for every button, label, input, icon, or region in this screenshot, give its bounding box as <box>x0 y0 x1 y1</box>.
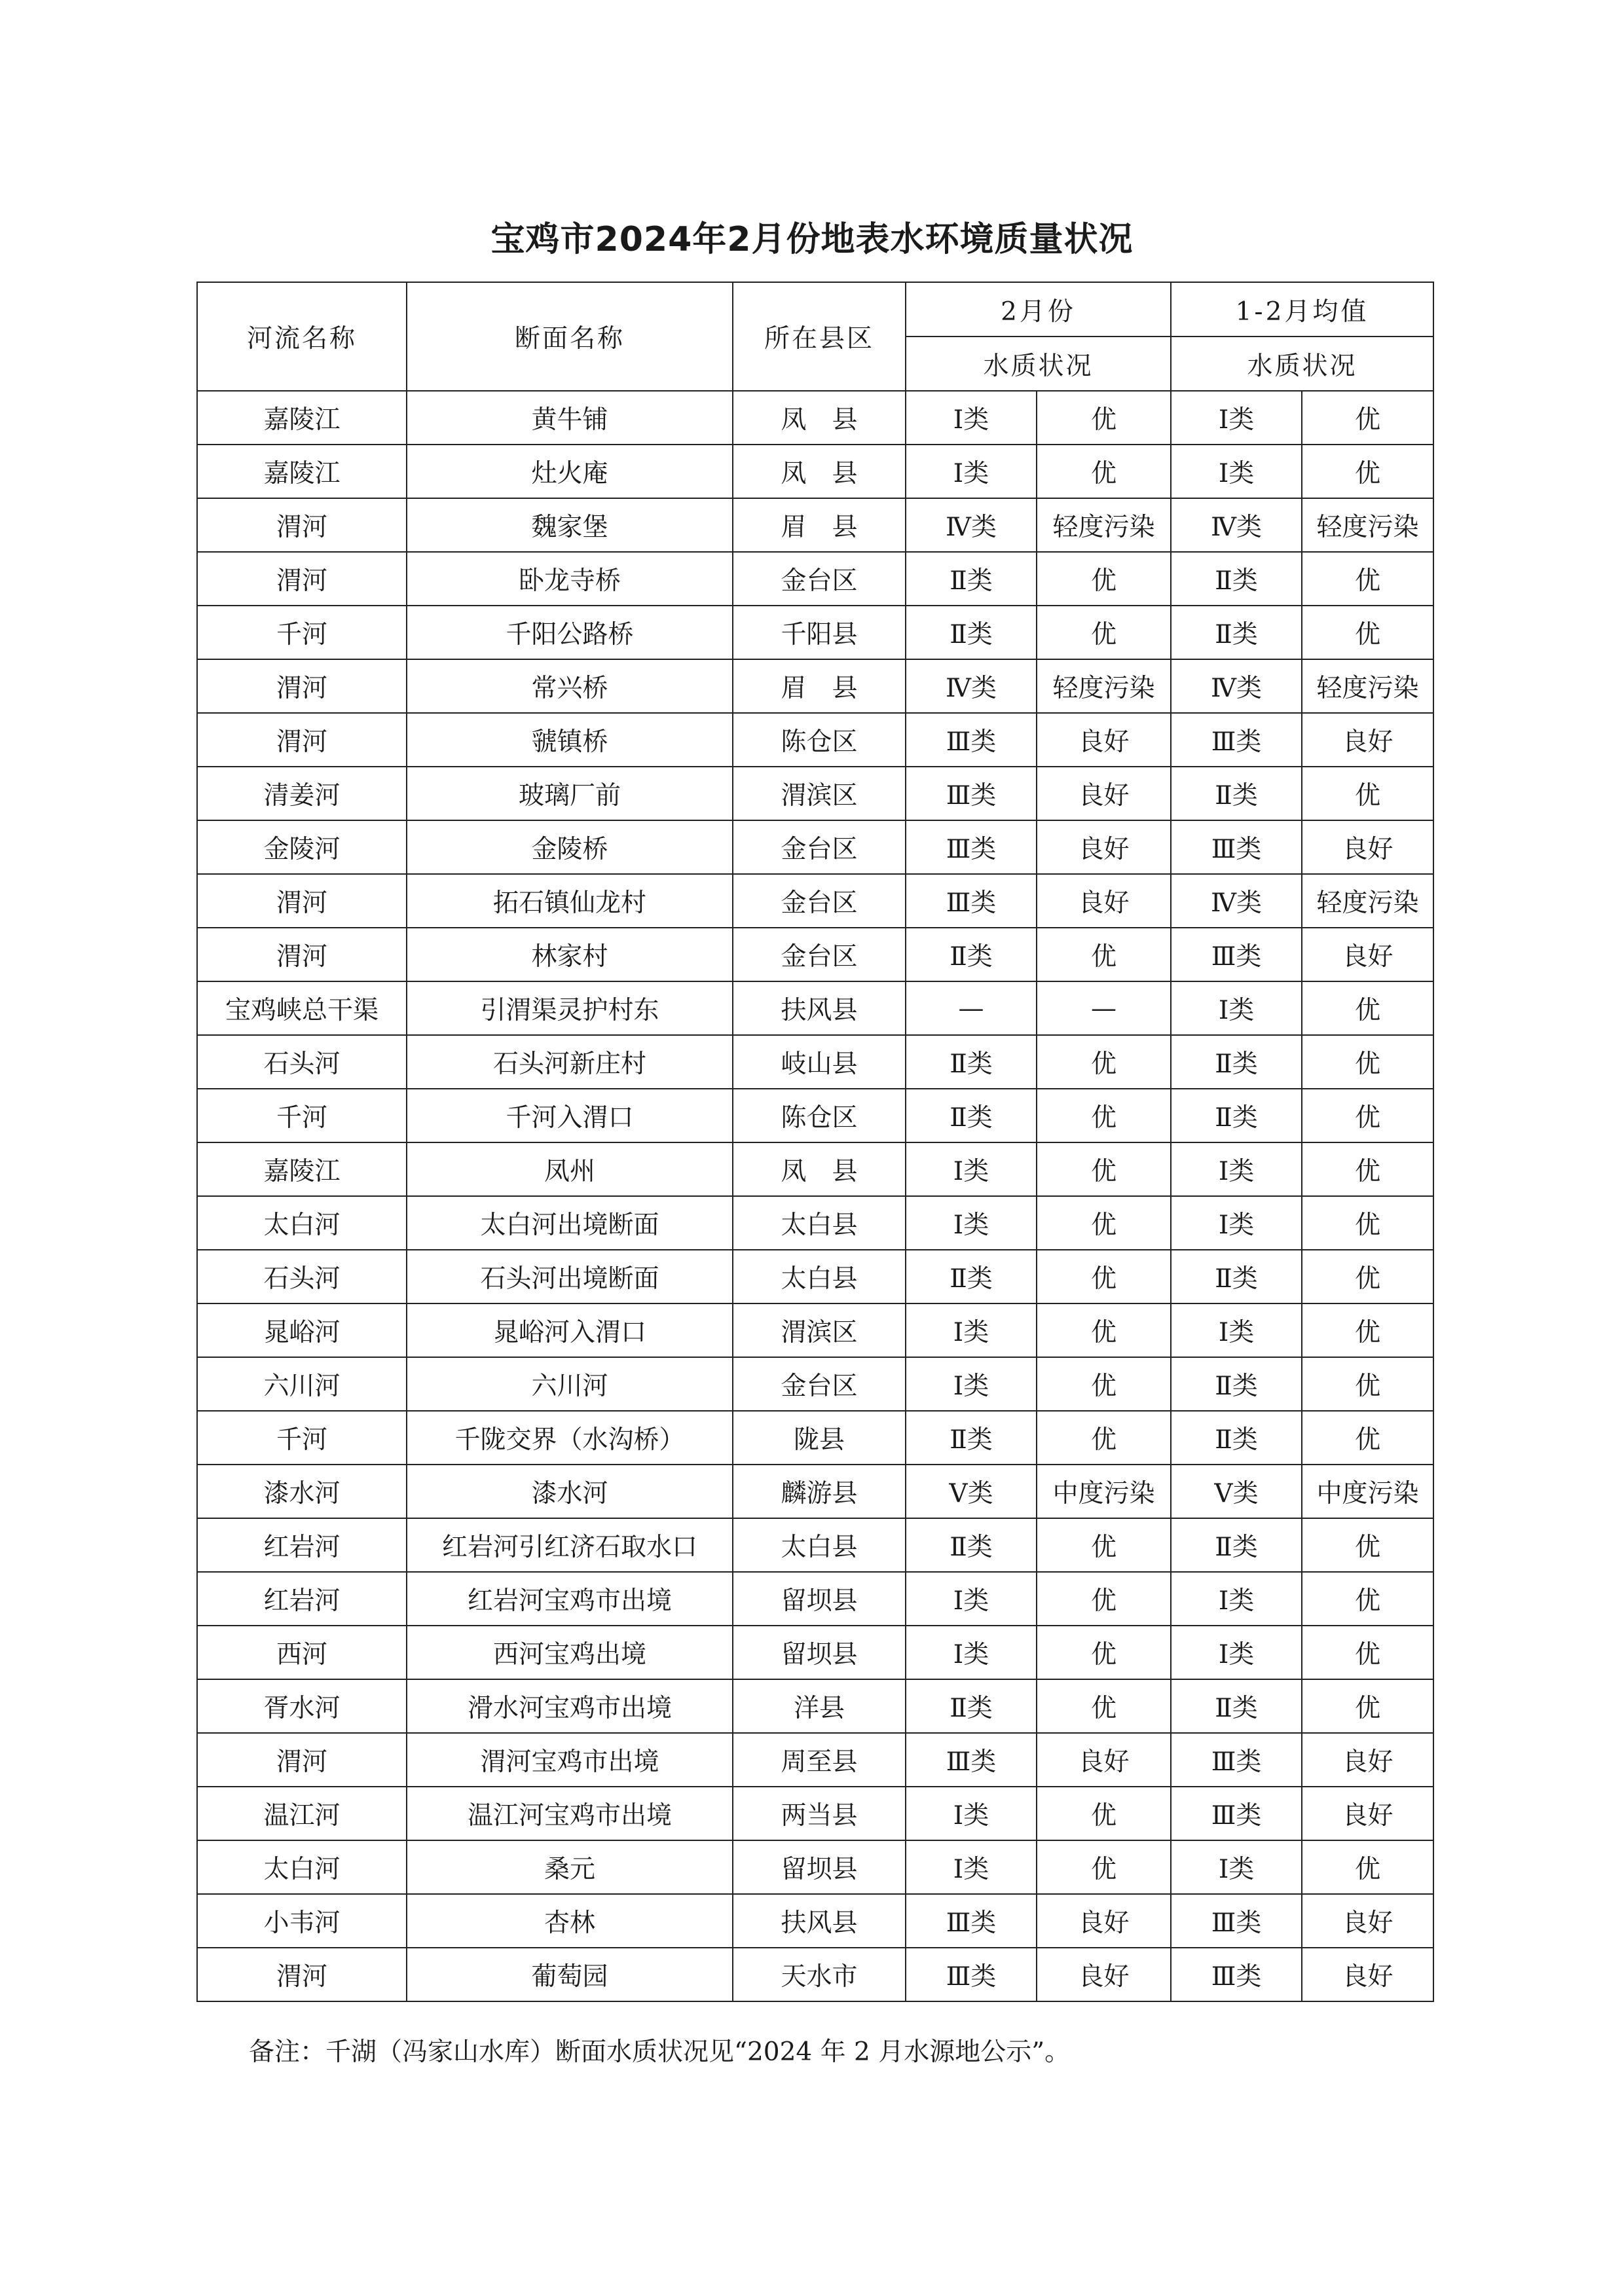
cell-avg-class: Ⅲ类 <box>1171 713 1302 767</box>
table-row <box>197 1679 1433 1733</box>
cell-county: 金台区 <box>733 874 906 928</box>
cell-avg-class: Ⅰ类 <box>1171 1142 1302 1196</box>
cell-county: 陈仓区 <box>733 713 906 767</box>
cell-section: 常兴桥 <box>407 659 733 713</box>
cell-county: 渭滨区 <box>733 1303 906 1357</box>
cell-section: 六川河 <box>407 1357 733 1411</box>
cell-month-class: Ⅰ类 <box>906 1572 1037 1626</box>
cell-avg-status: 良好 <box>1302 1948 1433 2001</box>
table-row <box>197 1357 1433 1411</box>
cell-river: 渭河 <box>197 552 407 606</box>
cell-river: 渭河 <box>197 659 407 713</box>
cell-river: 太白河 <box>197 1840 407 1894</box>
cell-avg-status: 优 <box>1302 1357 1433 1411</box>
cell-avg-class: Ⅰ类 <box>1171 391 1302 445</box>
cell-month-status: 优 <box>1037 445 1171 498</box>
cell-county: 扶风县 <box>733 1894 906 1948</box>
cell-month-status: 优 <box>1037 1089 1171 1142</box>
table-row <box>197 445 1433 498</box>
cell-month-status: 良好 <box>1037 874 1171 928</box>
cell-month-class: Ⅰ类 <box>906 1840 1037 1894</box>
header-month: 2月份 <box>906 282 1171 337</box>
cell-section: 虢镇桥 <box>407 713 733 767</box>
header-county: 所在县区 <box>733 282 906 391</box>
cell-river: 渭河 <box>197 928 407 981</box>
cell-county: 留坝县 <box>733 1572 906 1626</box>
cell-section: 玻璃厂前 <box>407 767 733 820</box>
cell-month-class: Ⅱ类 <box>906 1679 1037 1733</box>
cell-county: 两当县 <box>733 1787 906 1840</box>
cell-month-status: 良好 <box>1037 713 1171 767</box>
cell-avg-class: Ⅲ类 <box>1171 1894 1302 1948</box>
cell-avg-status: 优 <box>1302 1250 1433 1303</box>
cell-avg-class: Ⅲ类 <box>1171 820 1302 874</box>
cell-month-class: — <box>906 981 1037 1035</box>
header-section: 断面名称 <box>407 282 733 391</box>
cell-avg-status: 优 <box>1302 981 1433 1035</box>
cell-section: 金陵桥 <box>407 820 733 874</box>
cell-county: 陈仓区 <box>733 1089 906 1142</box>
cell-avg-status: 优 <box>1302 1411 1433 1465</box>
cell-river: 宝鸡峡总干渠 <box>197 981 407 1035</box>
cell-month-status: 优 <box>1037 1840 1171 1894</box>
cell-county: 金台区 <box>733 820 906 874</box>
cell-avg-class: Ⅱ类 <box>1171 552 1302 606</box>
cell-month-class: Ⅰ类 <box>906 391 1037 445</box>
cell-avg-status: 优 <box>1302 1518 1433 1572</box>
cell-avg-status: 优 <box>1302 1840 1433 1894</box>
cell-month-status: 优 <box>1037 1142 1171 1196</box>
header-avg: 1-2月均值 <box>1171 282 1433 337</box>
cell-county: 金台区 <box>733 552 906 606</box>
cell-river: 胥水河 <box>197 1679 407 1733</box>
cell-avg-class: Ⅱ类 <box>1171 606 1302 659</box>
cell-section: 拓石镇仙龙村 <box>407 874 733 928</box>
cell-avg-class: Ⅲ类 <box>1171 1787 1302 1840</box>
cell-avg-class: Ⅱ类 <box>1171 1411 1302 1465</box>
cell-month-status: 良好 <box>1037 820 1171 874</box>
cell-county: 天水市 <box>733 1948 906 2001</box>
cell-section: 魏家堡 <box>407 498 733 552</box>
cell-river: 红岩河 <box>197 1518 407 1572</box>
cell-avg-status: 良好 <box>1302 713 1433 767</box>
table-row <box>197 1626 1433 1679</box>
cell-month-status: 优 <box>1037 606 1171 659</box>
cell-month-status: 优 <box>1037 1679 1171 1733</box>
cell-river: 温江河 <box>197 1787 407 1840</box>
cell-avg-status: 轻度污染 <box>1302 498 1433 552</box>
cell-month-status: 轻度污染 <box>1037 659 1171 713</box>
cell-section: 葡萄园 <box>407 1948 733 2001</box>
cell-month-class: Ⅲ类 <box>906 1733 1037 1787</box>
cell-avg-class: Ⅱ类 <box>1171 1089 1302 1142</box>
table-row <box>197 1787 1433 1840</box>
cell-month-status: — <box>1037 981 1171 1035</box>
cell-month-status: 优 <box>1037 1572 1171 1626</box>
cell-county: 眉 县 <box>733 659 906 713</box>
table-row <box>197 1142 1433 1196</box>
cell-county: 洋县 <box>733 1679 906 1733</box>
cell-county: 太白县 <box>733 1518 906 1572</box>
table-row <box>197 1948 1433 2001</box>
cell-month-class: Ⅲ类 <box>906 713 1037 767</box>
cell-river: 红岩河 <box>197 1572 407 1626</box>
cell-avg-class: Ⅰ类 <box>1171 1840 1302 1894</box>
cell-month-class: Ⅰ类 <box>906 1142 1037 1196</box>
table-row <box>197 1250 1433 1303</box>
cell-month-status: 良好 <box>1037 1894 1171 1948</box>
cell-section: 引渭渠灵护村东 <box>407 981 733 1035</box>
cell-county: 渭滨区 <box>733 767 906 820</box>
table-row <box>197 928 1433 981</box>
cell-month-class: Ⅴ类 <box>906 1465 1037 1518</box>
cell-avg-class: Ⅳ类 <box>1171 498 1302 552</box>
cell-section: 渭河宝鸡市出境 <box>407 1733 733 1787</box>
cell-avg-class: Ⅰ类 <box>1171 1572 1302 1626</box>
cell-section: 千阳公路桥 <box>407 606 733 659</box>
table-row <box>197 1840 1433 1894</box>
cell-river: 渭河 <box>197 1948 407 2001</box>
cell-avg-status: 良好 <box>1302 928 1433 981</box>
cell-month-class: Ⅳ类 <box>906 498 1037 552</box>
table-row <box>197 820 1433 874</box>
table-header <box>197 282 1433 391</box>
cell-river: 嘉陵江 <box>197 1142 407 1196</box>
page-title: 宝鸡市2024年2月份地表水环境质量状况 <box>490 220 1134 259</box>
cell-avg-class: Ⅱ类 <box>1171 1357 1302 1411</box>
cell-avg-status: 优 <box>1302 1626 1433 1679</box>
table-row <box>197 981 1433 1035</box>
cell-river: 石头河 <box>197 1250 407 1303</box>
cell-month-status: 良好 <box>1037 1948 1171 2001</box>
cell-river: 晁峪河 <box>197 1303 407 1357</box>
cell-avg-class: Ⅲ类 <box>1171 1948 1302 2001</box>
footnote: 备注：千湖（冯家山水库）断面水质状况见“2024 年 2 月水源地公示”。 <box>249 2037 1071 2067</box>
cell-month-status: 良好 <box>1037 1733 1171 1787</box>
cell-month-class: Ⅳ类 <box>906 659 1037 713</box>
cell-avg-class: Ⅰ类 <box>1171 1626 1302 1679</box>
cell-avg-status: 中度污染 <box>1302 1465 1433 1518</box>
cell-month-class: Ⅱ类 <box>906 1035 1037 1089</box>
cell-avg-class: Ⅱ类 <box>1171 1679 1302 1733</box>
cell-month-class: Ⅲ类 <box>906 1948 1037 2001</box>
table-body <box>197 391 1433 2001</box>
cell-month-class: Ⅲ类 <box>906 767 1037 820</box>
cell-month-status: 优 <box>1037 1626 1171 1679</box>
header-month-status: 水质状况 <box>906 337 1171 391</box>
cell-river: 嘉陵江 <box>197 445 407 498</box>
cell-avg-status: 良好 <box>1302 1787 1433 1840</box>
cell-county: 留坝县 <box>733 1626 906 1679</box>
cell-avg-status: 优 <box>1302 445 1433 498</box>
cell-avg-status: 优 <box>1302 1303 1433 1357</box>
cell-county: 麟游县 <box>733 1465 906 1518</box>
cell-river: 千河 <box>197 606 407 659</box>
cell-month-status: 轻度污染 <box>1037 498 1171 552</box>
cell-month-status: 优 <box>1037 1411 1171 1465</box>
cell-county: 扶风县 <box>733 981 906 1035</box>
cell-river: 千河 <box>197 1411 407 1465</box>
cell-avg-status: 优 <box>1302 606 1433 659</box>
table-row <box>197 1465 1433 1518</box>
cell-month-class: Ⅰ类 <box>906 1787 1037 1840</box>
cell-section: 林家村 <box>407 928 733 981</box>
cell-month-class: Ⅲ类 <box>906 1894 1037 1948</box>
cell-avg-status: 轻度污染 <box>1302 874 1433 928</box>
cell-county: 金台区 <box>733 928 906 981</box>
water-quality-table <box>196 282 1434 2002</box>
table-row <box>197 1196 1433 1250</box>
cell-county: 太白县 <box>733 1196 906 1250</box>
table-row <box>197 498 1433 552</box>
cell-avg-status: 优 <box>1302 391 1433 445</box>
cell-section: 红岩河引红济石取水口 <box>407 1518 733 1572</box>
cell-county: 凤 县 <box>733 391 906 445</box>
cell-avg-class: Ⅱ类 <box>1171 1250 1302 1303</box>
cell-avg-status: 优 <box>1302 1572 1433 1626</box>
cell-month-class: Ⅲ类 <box>906 820 1037 874</box>
cell-avg-class: Ⅳ类 <box>1171 659 1302 713</box>
table-row <box>197 1733 1433 1787</box>
cell-river: 石头河 <box>197 1035 407 1089</box>
cell-river: 渭河 <box>197 713 407 767</box>
cell-river: 嘉陵江 <box>197 391 407 445</box>
cell-avg-status: 优 <box>1302 1142 1433 1196</box>
cell-river: 清姜河 <box>197 767 407 820</box>
cell-month-status: 优 <box>1037 1303 1171 1357</box>
cell-month-class: Ⅰ类 <box>906 1303 1037 1357</box>
cell-month-status: 优 <box>1037 552 1171 606</box>
table-row <box>197 1035 1433 1089</box>
cell-month-class: Ⅰ类 <box>906 1626 1037 1679</box>
cell-section: 桑元 <box>407 1840 733 1894</box>
cell-river: 渭河 <box>197 1733 407 1787</box>
cell-avg-status: 良好 <box>1302 820 1433 874</box>
cell-month-status: 优 <box>1037 1787 1171 1840</box>
table-row <box>197 713 1433 767</box>
cell-county: 留坝县 <box>733 1840 906 1894</box>
cell-month-class: Ⅱ类 <box>906 1089 1037 1142</box>
cell-avg-class: Ⅰ类 <box>1171 445 1302 498</box>
cell-county: 金台区 <box>733 1357 906 1411</box>
cell-county: 凤 县 <box>733 1142 906 1196</box>
cell-section: 凤州 <box>407 1142 733 1196</box>
cell-county: 眉 县 <box>733 498 906 552</box>
cell-river: 漆水河 <box>197 1465 407 1518</box>
cell-avg-class: Ⅰ类 <box>1171 1303 1302 1357</box>
cell-section: 太白河出境断面 <box>407 1196 733 1250</box>
cell-avg-class: Ⅲ类 <box>1171 1733 1302 1787</box>
cell-section: 千陇交界（水沟桥） <box>407 1411 733 1465</box>
cell-month-status: 优 <box>1037 1250 1171 1303</box>
cell-month-status: 良好 <box>1037 767 1171 820</box>
cell-month-status: 中度污染 <box>1037 1465 1171 1518</box>
cell-avg-status: 优 <box>1302 1035 1433 1089</box>
table-row <box>197 1303 1433 1357</box>
table-row <box>197 391 1433 445</box>
cell-avg-status: 优 <box>1302 1196 1433 1250</box>
cell-section: 西河宝鸡出境 <box>407 1626 733 1679</box>
cell-section: 卧龙寺桥 <box>407 552 733 606</box>
cell-avg-class: Ⅱ类 <box>1171 767 1302 820</box>
cell-month-class: Ⅱ类 <box>906 1411 1037 1465</box>
table-row <box>197 606 1433 659</box>
cell-river: 小韦河 <box>197 1894 407 1948</box>
cell-section: 石头河新庄村 <box>407 1035 733 1089</box>
cell-river: 太白河 <box>197 1196 407 1250</box>
cell-month-status: 优 <box>1037 928 1171 981</box>
cell-avg-class: Ⅲ类 <box>1171 928 1302 981</box>
cell-section: 千河入渭口 <box>407 1089 733 1142</box>
header-avg-status: 水质状况 <box>1171 337 1433 391</box>
table-row <box>197 659 1433 713</box>
cell-section: 晁峪河入渭口 <box>407 1303 733 1357</box>
cell-county: 陇县 <box>733 1411 906 1465</box>
cell-section: 红岩河宝鸡市出境 <box>407 1572 733 1626</box>
cell-county: 太白县 <box>733 1250 906 1303</box>
cell-month-class: Ⅱ类 <box>906 552 1037 606</box>
cell-month-status: 优 <box>1037 1357 1171 1411</box>
cell-month-class: Ⅱ类 <box>906 606 1037 659</box>
cell-avg-class: Ⅱ类 <box>1171 1035 1302 1089</box>
cell-month-class: Ⅰ类 <box>906 445 1037 498</box>
cell-county: 周至县 <box>733 1733 906 1787</box>
cell-avg-class: Ⅰ类 <box>1171 1196 1302 1250</box>
cell-section: 杏林 <box>407 1894 733 1948</box>
cell-avg-class: Ⅱ类 <box>1171 1518 1302 1572</box>
cell-month-status: 优 <box>1037 1518 1171 1572</box>
cell-river: 渭河 <box>197 498 407 552</box>
cell-river: 六川河 <box>197 1357 407 1411</box>
cell-month-status: 优 <box>1037 391 1171 445</box>
cell-month-status: 优 <box>1037 1196 1171 1250</box>
table-row <box>197 552 1433 606</box>
cell-river: 金陵河 <box>197 820 407 874</box>
table-row <box>197 874 1433 928</box>
cell-river: 千河 <box>197 1089 407 1142</box>
cell-section: 漆水河 <box>407 1465 733 1518</box>
cell-avg-class: Ⅰ类 <box>1171 981 1302 1035</box>
table-row <box>197 1894 1433 1948</box>
table-row <box>197 767 1433 820</box>
cell-month-status: 优 <box>1037 1035 1171 1089</box>
cell-section: 石头河出境断面 <box>407 1250 733 1303</box>
cell-county: 岐山县 <box>733 1035 906 1089</box>
table-row <box>197 1572 1433 1626</box>
header-river: 河流名称 <box>197 282 407 391</box>
cell-county: 凤 县 <box>733 445 906 498</box>
cell-avg-class: Ⅴ类 <box>1171 1465 1302 1518</box>
cell-avg-status: 良好 <box>1302 1733 1433 1787</box>
cell-county: 千阳县 <box>733 606 906 659</box>
cell-section: 黄牛铺 <box>407 391 733 445</box>
cell-river: 渭河 <box>197 874 407 928</box>
table-row <box>197 1411 1433 1465</box>
cell-section: 灶火庵 <box>407 445 733 498</box>
cell-river: 西河 <box>197 1626 407 1679</box>
table-row <box>197 1089 1433 1142</box>
cell-avg-status: 良好 <box>1302 1894 1433 1948</box>
cell-avg-status: 优 <box>1302 1679 1433 1733</box>
cell-month-class: Ⅰ类 <box>906 1357 1037 1411</box>
cell-avg-status: 轻度污染 <box>1302 659 1433 713</box>
cell-section: 温江河宝鸡市出境 <box>407 1787 733 1840</box>
cell-avg-status: 优 <box>1302 1089 1433 1142</box>
cell-month-class: Ⅲ类 <box>906 874 1037 928</box>
cell-month-class: Ⅱ类 <box>906 1250 1037 1303</box>
cell-month-class: Ⅰ类 <box>906 1196 1037 1250</box>
table-row <box>197 1518 1433 1572</box>
cell-month-class: Ⅱ类 <box>906 928 1037 981</box>
cell-avg-status: 优 <box>1302 552 1433 606</box>
cell-avg-class: Ⅳ类 <box>1171 874 1302 928</box>
cell-month-class: Ⅱ类 <box>906 1518 1037 1572</box>
cell-avg-status: 优 <box>1302 767 1433 820</box>
cell-section: 滑水河宝鸡市出境 <box>407 1679 733 1733</box>
